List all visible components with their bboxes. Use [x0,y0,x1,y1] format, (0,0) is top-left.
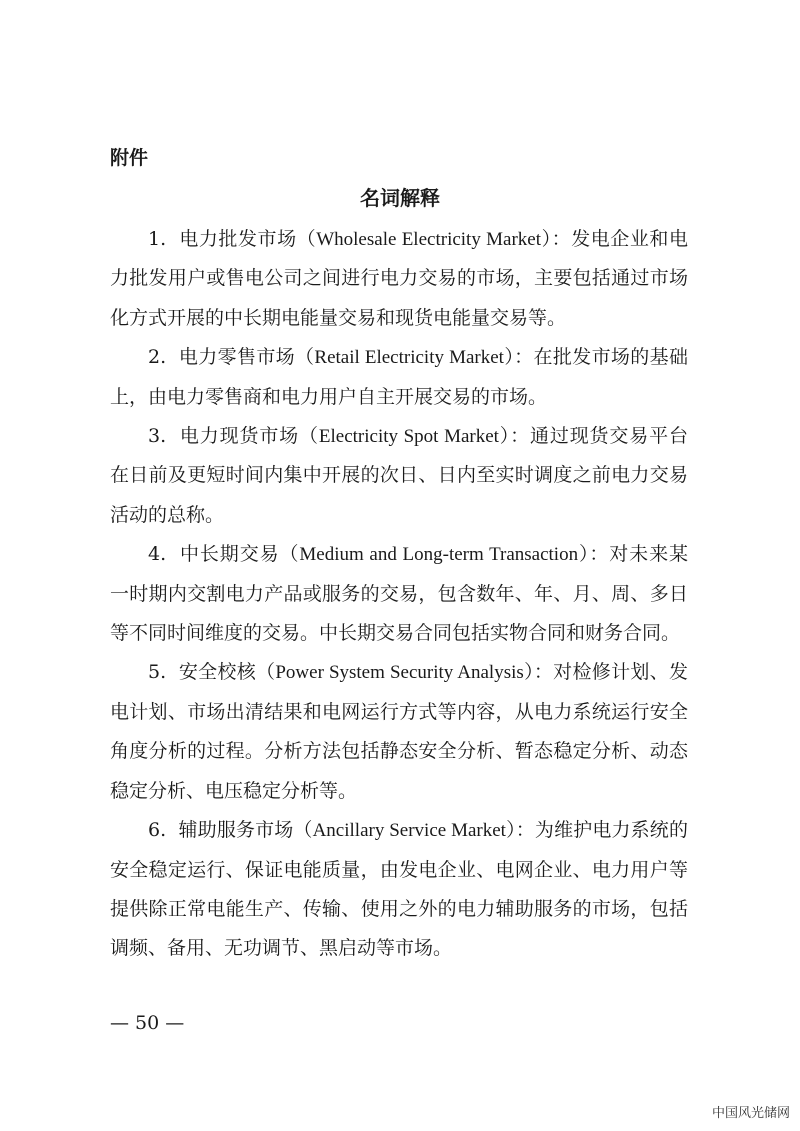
term-chinese: 中长期交易 [180,543,280,566]
glossary-body [110,220,688,969]
term-chinese: 电力零售市场 [178,346,296,369]
term-number: 4. [148,543,167,566]
term-english: Power System Security Analysis [275,662,524,684]
term-chinese: 电力批发市场 [179,228,297,250]
term-definition: 对未来某一时期内交割电力产品或服务的交易，包含数年、年、月、周、多日等不同时间维度的交易。中长期交易合同包括实物合同和财务合同。 [110,543,688,645]
term-entry-4: 4. 中长期交易（Medium and Long-term Transaction）：对未来某一时期内交割电力产品或服务的交易，包含数年、年、月、周、多日等不同时间维度的交易。中长期交易合同包括实物合同和财务合同。 [110,543,688,645]
term-definition: 为维护电力系统的安全稳定运行、保证电能质量，由发电企业、电网企业、电力用户等提供除正常电能生产、传输、使用之外的电力辅助服务的市场，包括调频、备用、无功调节、黑启动等市场。 [110,819,688,960]
term-entry-3: 3. 电力现货市场（Electricity Spot Market）：通过现货交易平台在日前及更短时间内集中开展的次日、日内至实时调度之前电力交易活动的总称。 [110,425,688,526]
term-english: Ancillary Service Market [312,820,506,842]
term-definition: 对检修计划、发电计划、市场出清结果和电网运行方式等内容，从电力系统运行安全角度分析的过程。分析方法包括静态安全分析、暂态稳定分析、动态稳定分析、电压稳定分析等。 [110,661,688,802]
term-english: Retail Electricity Market [314,347,504,369]
page-number: — 50 — [110,1012,185,1034]
term-entry-2: 2. 电力零售市场（Retail Electricity Market）：在批发市场的基础上，由电力零售商和电力用户自主开展交易的市场。 [110,346,688,408]
term-chinese: 辅助服务市场 [178,819,294,842]
term-number: 5. [148,661,167,684]
term-chinese: 电力现货市场 [179,425,300,448]
term-entry-5: 5. 安全校核（Power System Security Analysis）：对检修计划、发电计划、市场出清结果和电网运行方式等内容，从电力系统运行安全角度分析的过程。分析方法包括静态安全分析、暂态稳定分析、动态稳定分析、电压稳定分析等。 [110,661,688,802]
term-definition: 发电企业和电力批发用户或售电公司之间进行电力交易的市场，主要包括通过市场化方式开展的中长期电能量交易和现货电能量交易等。 [110,228,688,329]
term-english: Wholesale Electricity Market [316,229,542,250]
term-number: 1. [148,228,167,250]
term-definition: 在批发市场的基础上，由电力零售商和电力用户自主开展交易的市场。 [110,346,688,408]
term-entry-1: 1. 电力批发市场（Wholesale Electricity Market）：发电企业和电力批发用户或售电公司之间进行电力交易的市场，主要包括通过市场化方式开展的中长期电能量交易和现货电能量交易等。 [110,228,688,329]
term-definition: 通过现货交易平台在日前及更短时间内集中开展的次日、日内至实时调度之前电力交易活动的总称。 [110,425,688,526]
term-number: 3. [148,425,167,448]
term-english: Medium and Long-term Transaction [299,544,579,566]
site-watermark: 中国风光储网 [711,1106,790,1121]
attachment-label: 附件 [110,147,149,169]
term-chinese: 安全校核 [178,661,257,684]
term-number: 2. [148,346,167,369]
term-entry-6: 6. 辅助服务市场（Ancillary Service Market）：为维护电力系统的安全稳定运行、保证电能质量，由发电企业、电网企业、电力用户等提供除正常电能生产、传输、使用之外的电力辅助服务的市场，包括调频、备用、无功调节、黑启动等市场。 [110,819,688,960]
page-title: 名词解释 [360,186,440,210]
term-english: Electricity Spot Market [318,426,499,448]
term-number: 6. [148,819,167,842]
